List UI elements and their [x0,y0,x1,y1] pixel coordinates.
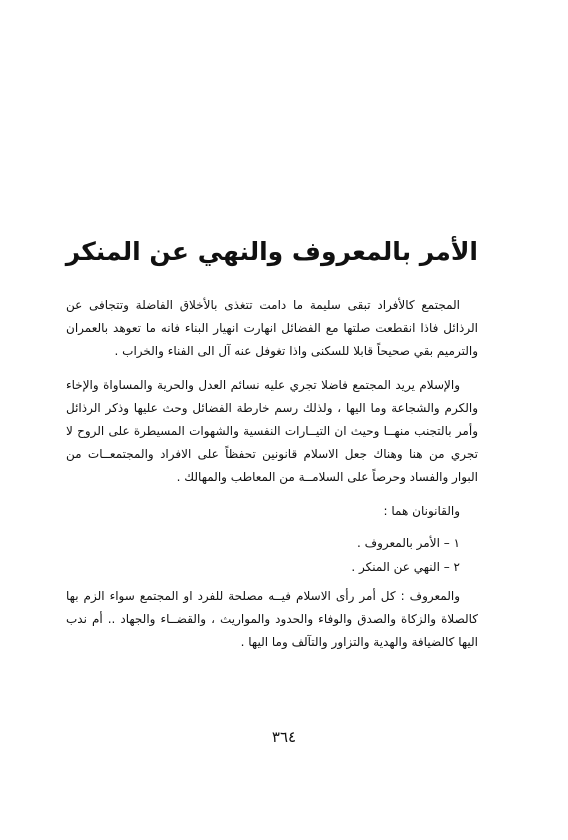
paragraph-definition: والمعروف : كل أمر رأى الاسلام فيــه مصلحة للفرد او المجتمع سواء الزم بها كالصلاة والزكاة والصدق والوفاء والحدود والمواريث ، والقضــاء والجهاد .. أم ندب اليها كالضيافة والهدية والتزاور والتآلف وما اليها . [66,588,478,650]
paragraph-islam: والإسلام يريد المجتمع فاضلا تجري عليه نسائم العدل والحرية والمساواة والإخاء والكرم والشجاعة وما اليها ، ولذلك رسم خارطة الفضائل وحث عليها وذكر الرذائل وأمر بالتجنب منهــا وحيث ان التيــارات النفسية والشهوات المسيطرة على الروح لا تجري من هنا وهناك جعل الاسلام قانونين تحفظاً على الافراد والمجتمعــات من البوار والفساد وحرصاً على السلامــة من المعاطب والمهالك . [66,377,478,485]
list-item: ١ – الأمر بالمعروف . [357,535,460,550]
chapter-body [66,294,478,654]
paragraph-laws-intro: والقانونان هما : [383,503,460,518]
list-item: ٢ – النهي عن المنكر . [351,559,460,574]
chapter-title: الأمر بالمعروف والنهي عن المنكر [65,237,478,266]
page-number: ٣٦٤ [271,728,297,746]
paragraph-intro: المجتمع كالأفراد تبقى سليمة ما دامت تتغذى بالأخلاق الفاضلة وتتجافى عن الرذائل فاذا انقطعت صلتها مع الفضائل انهارت انهيار البناء فانه ما تعوهد بالعمران والترميم بقي صحيحاً قابلا للسكنى واذا تغوفل عنه آل الى الفناء والخراب . [66,298,478,359]
laws-list [66,531,478,579]
